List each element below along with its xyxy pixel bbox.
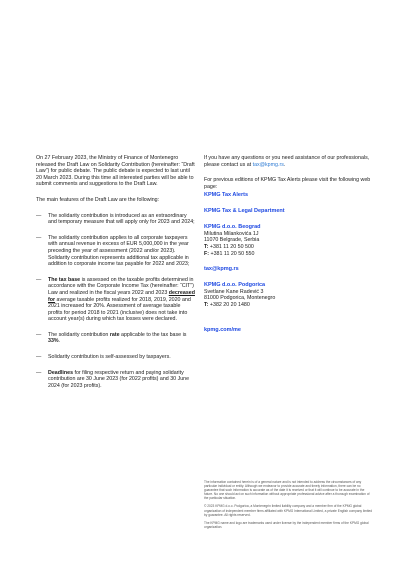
left-column <box>36 155 196 398</box>
bullet-dash: — <box>36 234 42 241</box>
list-item <box>36 277 196 323</box>
disclaimer-text: The information contained herein is of a general nature and is not intended to address the circumstances of any particular individual or entity. Although we endeavor to provide accurate and timely information, there can be no guarantee that such information is accurate as of the date it is received or that it will continue to be accurate in the future. No one should act on such information without appropriate professional advice after a thorough examination of the particular situation. <box>204 480 370 501</box>
beograd-phone-value: +381 11 20 50 500 <box>209 243 254 250</box>
beograd-city: 11070 Belgrade, Serbia <box>204 237 260 244</box>
bullet-dash: — <box>36 331 42 338</box>
bullet-text <box>48 370 196 390</box>
tel-label: T: <box>204 301 209 308</box>
right-column <box>204 155 374 333</box>
intro-paragraph: On 27 February 2023, the Ministry of Finance of Montenegro released the Draft Law on Solidarity Contribution (hereinafter: “Draft Law”) for public debate. The public debate is expected to last until 20 March 2023. During this time all interested parties will be able to submit comments and suggestions to the Draft Law. <box>36 155 195 188</box>
rate-value: 33% <box>48 338 59 345</box>
beograd-office-name: KPMG d.o.o. Beograd <box>204 223 261 230</box>
podgorica-city: 81000 Podgorica, Montenegro <box>204 295 276 302</box>
bullet-text <box>48 277 196 323</box>
decreased-for-underline: decreased for <box>48 289 195 303</box>
contact-paragraph <box>204 155 374 168</box>
list-item <box>36 354 196 361</box>
trademark-text: The KPMG name and logo are trademarks used under license by the independent member firms of the KPMG global organization. <box>204 520 369 529</box>
bullet-dash: — <box>36 212 42 219</box>
podgorica-phone-value: +382 20 20 1480 <box>209 301 250 308</box>
bullet-text: The solidarity contribution is introduced as an extraordinary and temporary measure that will apply only for 2023 and 2024; <box>48 212 195 226</box>
beograd-phone <box>204 244 374 251</box>
bullet-text: Solidarity contribution is self-assessed by taxpayers. <box>48 354 171 361</box>
list-item <box>36 235 196 268</box>
rate-text-b: applicable to the tax base is <box>119 331 187 338</box>
podgorica-phone <box>204 302 374 309</box>
fax-label: F: <box>204 250 209 257</box>
list-item <box>36 213 196 226</box>
contact-text: If you have any questions or you need assistance of our professionals, please contact us at <box>204 155 370 168</box>
deadlines-bold: Deadlines <box>48 369 74 376</box>
tax-base-text-a: is assessed on the taxable profits determined in accordance with the Corporate Income Tax (hereinafter: “CIT”) Law and realized in the fiscal years 2022 and 2023 <box>48 276 194 296</box>
beograd-fax-value: +381 11 20 50 550 <box>210 250 255 257</box>
website-link[interactable]: kpmg.com/me <box>204 326 241 333</box>
rate-text-a: The solidarity contribution <box>48 331 110 338</box>
tax-base-text-b: average taxable profits realized for 2018, 2019, 2020 and 2021 increased for 20%. Assessment of average taxable profits for period 2018 to 2021 (inclusive) does not take into account year(s) during which tax losses were declared. <box>48 296 191 323</box>
beograd-fax <box>204 251 374 258</box>
department-heading: KPMG Tax & Legal Department <box>204 208 285 215</box>
rate-text-c: . <box>58 338 61 345</box>
bullet-text <box>48 332 196 345</box>
previous-editions-text: For previous editions of KPMG Tax Alerts please visit the following web page: <box>204 177 371 190</box>
contact-email-link[interactable]: tax@kpmg.rs <box>252 161 284 168</box>
bullet-dash: — <box>36 354 42 361</box>
tax-base-bold: The tax base <box>48 276 81 283</box>
copyright-text: © 2023 KPMG d.o.o. Podgorica, a Montenegrin limited liability company and a member firm of the KPMG global organization of independent member firms affiliated with KPMG International Limited, a private English company limited by guarantee. All rights reserved. <box>204 504 373 517</box>
bullet-dash: — <box>36 276 42 283</box>
list-item <box>36 370 196 390</box>
bullet-text: The solidarity contribution applies to all corporate taxpayers with annual revenue in excess of EUR 5,000,000 in the year preceding the year of assessment (2022 and/or 2023). Solidarity contribution represents additional tax applicable in addition to corporate income tax payable for 2022 and 2023; <box>48 234 190 268</box>
tax-alerts-link[interactable]: KPMG Tax Alerts <box>204 192 249 199</box>
features-intro: The main features of the Draft Law are the following: <box>36 196 160 203</box>
disclaimer-block <box>204 480 374 529</box>
beograd-street: Milutina Milankovića 1J <box>204 230 259 237</box>
list-item <box>36 332 196 345</box>
podgorica-street: Svetlane Kane Radević 3 <box>204 288 264 295</box>
tel-label: T: <box>204 243 209 250</box>
rate-bold: rate <box>109 331 120 338</box>
deadlines-text: for filing respective return and paying solidarity contribution are 30 June 2023 (for 2022 profits) and 30 June 2024 (for 2023 profits). <box>48 369 190 389</box>
podgorica-office-name: KPMG d.o.o. Podgorica <box>204 281 266 288</box>
contact-end: . <box>283 161 286 168</box>
tax-email-link[interactable]: tax@kpmg.rs <box>204 266 239 273</box>
bullet-dash: — <box>36 369 42 376</box>
